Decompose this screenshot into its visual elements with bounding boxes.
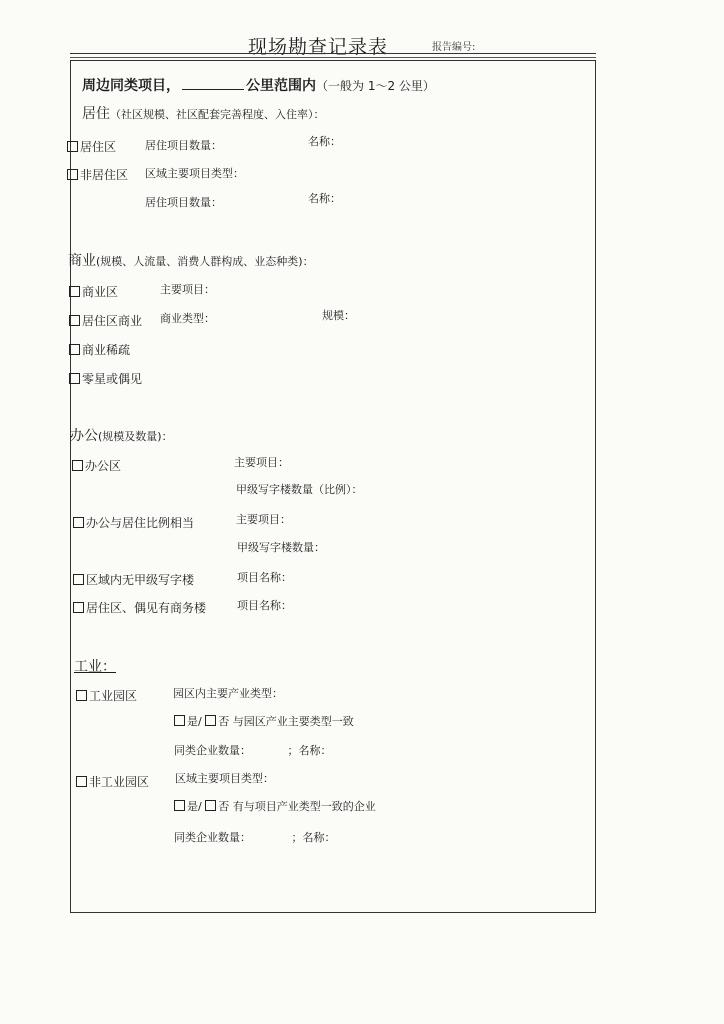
- industrial-option-1-label: 工业园区: [89, 689, 138, 703]
- industrial-consistent-text-1: 与园区产业主要类型一致: [232, 715, 354, 728]
- intro-note: （一般为 1～2 公里）: [316, 79, 435, 93]
- industrial-consistent-line-1: [174, 713, 354, 729]
- commercial-option-2-label: 居住区商业: [82, 314, 143, 328]
- commercial-type-label: 商业类型：: [160, 312, 215, 325]
- industrial-name-label-1: 名称：: [298, 744, 332, 757]
- office-heading: 办公: [70, 428, 98, 444]
- office-checkbox-1[interactable]: [72, 460, 83, 471]
- commercial-heading-note: (规模、人流量、消费人群构成、业态种类)：: [96, 255, 314, 268]
- commercial-main-label: 主要项目：: [160, 283, 215, 296]
- residential-checkbox-2[interactable]: [67, 169, 78, 180]
- industrial-no-checkbox-2[interactable]: [205, 800, 216, 811]
- commercial-checkbox-3[interactable]: [69, 344, 80, 355]
- industrial-count-label-2: 同类企业数量：: [174, 831, 246, 844]
- industrial-option-2[interactable]: [76, 773, 149, 790]
- commercial-checkbox-2[interactable]: [69, 315, 80, 326]
- residential-heading-note: （社区规模、社区配套完善程度、入住率）：: [110, 108, 325, 121]
- industrial-yes-label-2: 是/: [187, 800, 202, 813]
- intro-suffix: 公里范围内: [246, 78, 316, 94]
- industrial-no-checkbox-1[interactable]: [205, 715, 216, 726]
- commercial-option-1[interactable]: [69, 283, 118, 300]
- commercial-option-4-label: 零星或偶见: [82, 372, 143, 386]
- header-rule: [70, 53, 596, 54]
- residential-count-label-2: 居住项目数量：: [145, 196, 222, 209]
- office-grade-a-count-label: 甲级写字楼数量：: [237, 541, 325, 554]
- commercial-scale-label: 规模：: [322, 309, 355, 322]
- industrial-separator-1: ；: [287, 744, 299, 757]
- residential-type-label: 区域主要项目类型：: [145, 167, 244, 180]
- industrial-yes-checkbox-2[interactable]: [174, 800, 185, 811]
- residential-option-2[interactable]: [67, 166, 128, 183]
- commercial-checkbox-1[interactable]: [69, 286, 80, 297]
- industrial-yes-checkbox-1[interactable]: [174, 715, 185, 726]
- industrial-count-label-1: 同类企业数量：: [174, 744, 246, 757]
- residential-name-label-2: 名称：: [308, 192, 341, 205]
- commercial-checkbox-4[interactable]: [69, 373, 80, 384]
- commercial-option-4[interactable]: [69, 370, 142, 387]
- page-title: 现场勘查记录表: [248, 36, 389, 58]
- industrial-name-label-2: 名称：: [302, 831, 336, 844]
- industrial-heading: 工业：: [74, 659, 116, 675]
- industrial-no-label-2: 否: [218, 800, 230, 813]
- residential-heading-line: [82, 103, 325, 123]
- office-heading-line: [70, 425, 173, 445]
- commercial-option-1-label: 商业区: [82, 285, 119, 299]
- industrial-no-label-1: 否: [218, 715, 230, 728]
- office-option-3[interactable]: [73, 571, 194, 588]
- office-option-1-label: 办公区: [85, 459, 122, 473]
- office-checkbox-3[interactable]: [73, 574, 84, 585]
- commercial-heading: 商业: [68, 253, 96, 269]
- report-number-label: 报告编号:: [432, 42, 476, 53]
- industrial-checkbox-1[interactable]: [76, 690, 87, 701]
- office-option-4[interactable]: [73, 599, 206, 616]
- header-rule-thin: [70, 57, 596, 58]
- industrial-yes-label-1: 是/: [187, 715, 202, 728]
- residential-checkbox-1[interactable]: [67, 141, 78, 152]
- office-checkbox-2[interactable]: [73, 517, 84, 528]
- office-checkbox-4[interactable]: [73, 602, 84, 613]
- residential-heading: 居住: [82, 106, 110, 122]
- residential-option-2-label: 非居住区: [80, 168, 129, 182]
- industrial-consistent-line-2: [174, 798, 376, 814]
- industrial-option-2-label: 非工业园区: [89, 775, 150, 789]
- industrial-checkbox-2[interactable]: [76, 776, 87, 787]
- residential-count-label: 居住项目数量：: [145, 139, 222, 152]
- office-option-2[interactable]: [73, 514, 194, 531]
- office-option-2-label: 办公与居住比例相当: [86, 516, 195, 530]
- office-option-4-label: 居住区、偶见有商务楼: [86, 601, 207, 615]
- industrial-option-1[interactable]: [76, 687, 137, 704]
- office-main-label: 主要项目：: [234, 456, 289, 469]
- office-main-label-2: 主要项目：: [236, 513, 291, 526]
- distance-input[interactable]: [182, 78, 244, 90]
- residential-option-1[interactable]: [67, 138, 116, 155]
- office-project-name-label: 项目名称：: [237, 571, 292, 584]
- commercial-option-2[interactable]: [69, 312, 142, 329]
- intro-prefix: 周边同类项目，: [82, 78, 180, 94]
- office-grade-a-ratio-label: 甲级写字楼数量（比例）：: [236, 483, 363, 496]
- office-project-name-label-2: 项目名称：: [237, 599, 292, 612]
- office-option-3-label: 区域内无甲级写字楼: [86, 573, 195, 587]
- office-heading-note: (规模及数量)：: [98, 430, 173, 443]
- commercial-option-3[interactable]: [69, 341, 130, 358]
- office-option-1[interactable]: [72, 457, 121, 474]
- residential-option-1-label: 居住区: [80, 140, 117, 154]
- industrial-count-line-2: [174, 829, 336, 845]
- industrial-count-line-1: [174, 742, 332, 758]
- industrial-separator-2: ；: [291, 831, 303, 844]
- residential-name-label: 名称：: [308, 135, 341, 148]
- industrial-park-type-label: 园区内主要产业类型：: [173, 687, 283, 700]
- commercial-option-3-label: 商业稀疏: [82, 343, 131, 357]
- industrial-area-type-label: 区域主要项目类型：: [175, 772, 274, 785]
- intro-line: [82, 75, 435, 95]
- commercial-heading-line: [68, 250, 314, 270]
- industrial-consistent-text-2: 有与项目产业类型一致的企业: [232, 800, 376, 813]
